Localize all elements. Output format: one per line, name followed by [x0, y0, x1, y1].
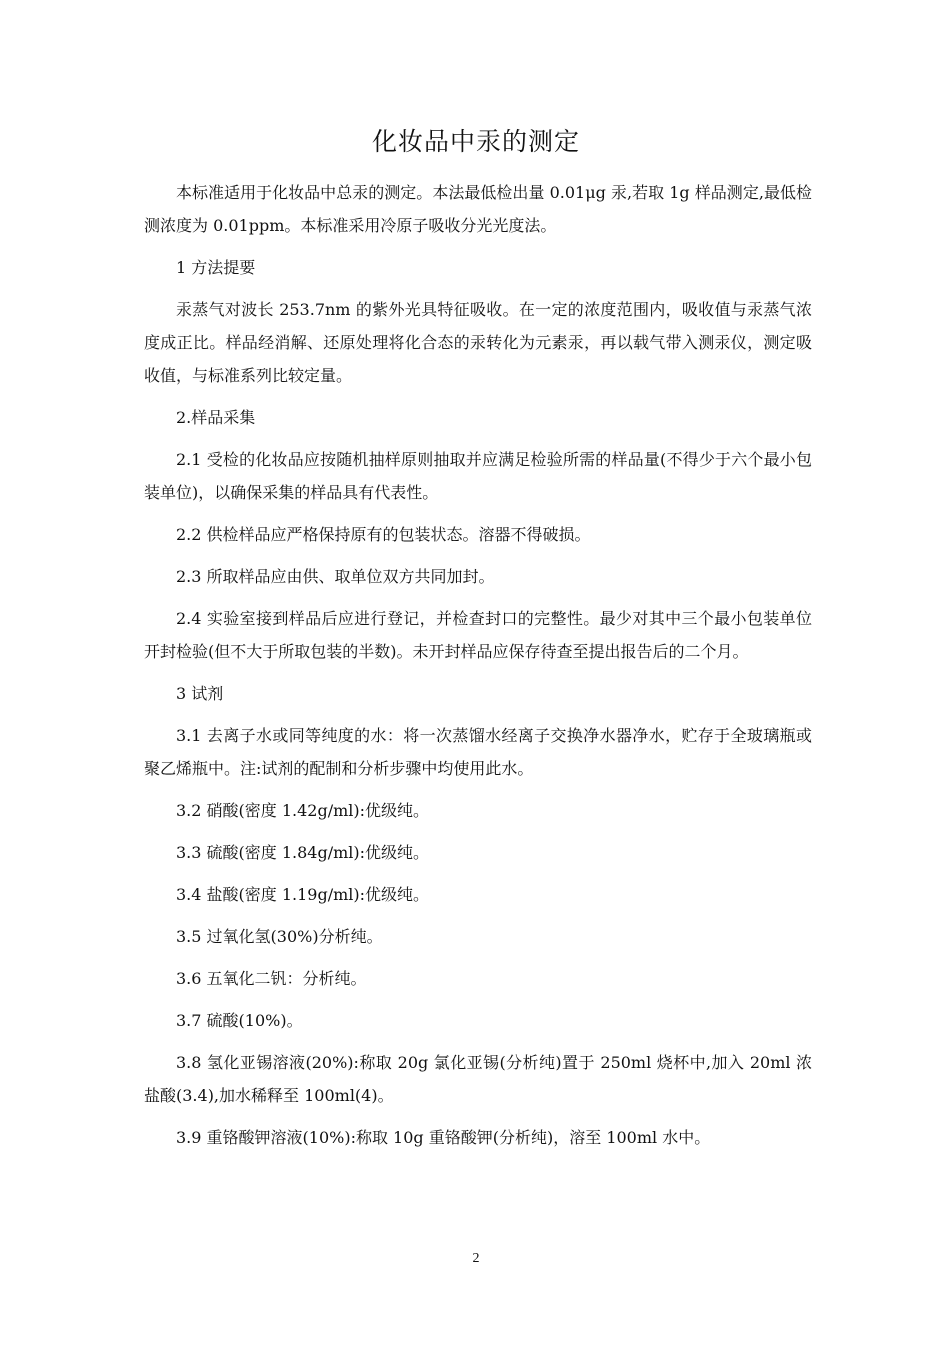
section-heading: 2.样品采集 [176, 408, 256, 427]
paragraph: 2.4 实验室接到样品后应进行登记，并检查封口的完整性。最少对其中三个最小包装单位开封检验(但不大于所取包装的半数)。未开封样品应保存待查至提出报告后的二个月。 [144, 609, 812, 661]
paragraph: 3.2 硝酸(密度 1.42g/ml):优级纯。 [176, 801, 430, 820]
paragraph: 3.7 硫酸(10%)。 [176, 1011, 303, 1030]
paragraph: 3.5 过氧化氢(30%)分析纯。 [176, 927, 383, 946]
paragraph: 2.1 受检的化妆品应按随机抽样原则抽取并应满足检验所需的样品量(不得少于六个最小包装单位)，以确保采集的样品具有代表性。 [144, 450, 812, 502]
paragraph: 本标准适用于化妆品中总汞的测定。本法最低检出量 0.01μg 汞,若取 1g 样品测定,最低检测浓度为 0.01ppm。本标准采用冷原子吸收分光光度法。 [144, 183, 812, 235]
paragraph: 3.6 五氧化二钒：分析纯。 [176, 969, 367, 988]
document-title: 化妆品中汞的测定 [371, 127, 580, 156]
paragraph: 3.9 重铬酸钾溶液(10%):称取 10g 重铬酸钾(分析纯)，溶至 100ml 水中。 [176, 1128, 711, 1147]
paragraph: 3.4 盐酸(密度 1.19g/ml):优级纯。 [176, 885, 430, 904]
section-heading: 1 方法提要 [176, 258, 256, 277]
paragraph: 2.2 供检样品应严格保持原有的包装状态。溶器不得破损。 [176, 525, 591, 544]
document-body [144, 176, 812, 1163]
paragraph: 3.3 硫酸(密度 1.84g/ml):优级纯。 [176, 843, 430, 862]
paragraph: 汞蒸气对波长 253.7nm 的紫外光具特征吸收。在一定的浓度范围内，吸收值与汞蒸气浓度成正比。样品经消解、还原处理将化合态的汞转化为元素汞，再以载气带入测汞仪，测定吸收值，与标准系列比较定量。 [144, 300, 812, 385]
paragraph: 3.8 氢化亚锡溶液(20%):称取 20g 氯化亚锡(分析纯)置于 250ml 烧杯中,加入 20ml 浓盐酸(3.4),加水稀释至 100ml(4)。 [144, 1053, 812, 1105]
page-number: 2 [472, 1251, 480, 1266]
paragraph: 2.3 所取样品应由供、取单位双方共同加封。 [176, 567, 495, 586]
paragraph: 3.1 去离子水或同等纯度的水：将一次蒸馏水经离子交换净水器净水，贮存于全玻璃瓶或聚乙烯瓶中。注:试剂的配制和分析步骤中均使用此水。 [144, 726, 812, 778]
section-heading: 3 试剂 [176, 684, 224, 703]
